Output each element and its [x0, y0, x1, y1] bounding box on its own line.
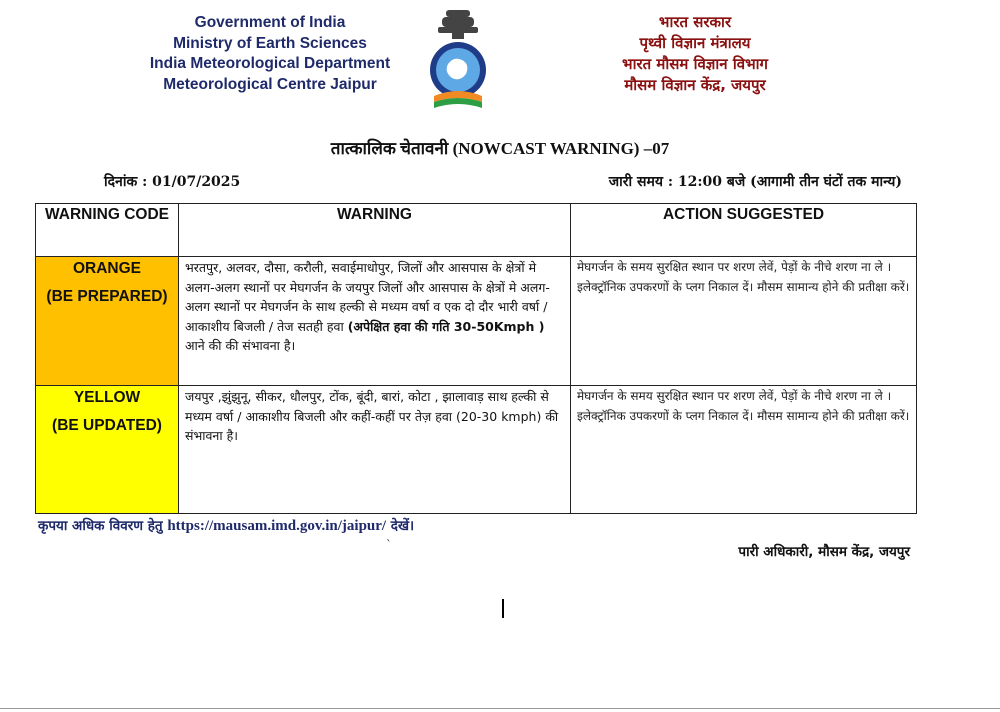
- imd-jaipur-link[interactable]: https://mausam.imd.gov.in/jaipur/: [167, 518, 387, 534]
- warning-code-orange: [36, 257, 179, 386]
- page-divider: [0, 708, 1000, 709]
- warning-text-main: भरतपुर, अलवर, दौसा, करौली, सवाईमाधोपुर, जिलों और आसपास के क्षेत्रों मे अलग-अलग स्थानों पर मेघगर्जन के जयपुर जिलों और आसपास के क्षेत्रों मे अलग-अलग स्थानों पर मेघगर्जन के साथ हल्की से मध्यम वर्षा व एक दो दौर भारी वर्षा /आकाशीय बिजली / तेज सतही हवा: [185, 260, 550, 334]
- header-en-line-1: Government of India: [194, 14, 346, 31]
- header-hi-line-1: भारत सरकार: [658, 13, 732, 31]
- warning-sub: (BE UPDATED): [52, 417, 162, 434]
- header-action-suggested: ACTION SUGGESTED: [571, 204, 917, 257]
- warning-text-tail: आने की की संभावना है।: [185, 338, 296, 353]
- warning-text: [179, 257, 571, 386]
- footer-suffix: देखें।: [386, 518, 415, 534]
- footer-prefix: कृपया अधिक विवरण हेतु: [38, 518, 168, 534]
- warning-code-yellow: [36, 386, 179, 514]
- imd-emblem-icon: [426, 8, 490, 112]
- header-hi-line-4: मौसम विज्ञान केंद्र, जयपुर: [624, 76, 766, 94]
- header-en-line-4: Meteorological Centre Jaipur: [163, 75, 377, 93]
- warning-level: ORANGE: [72, 260, 142, 277]
- header-warning: WARNING: [179, 204, 571, 257]
- issue-time: जारी समय : 12:00 बजे (आगामी तीन घंटों तक मान्य): [608, 174, 902, 190]
- table-row: [36, 386, 917, 514]
- action-text: मेघगर्जन के समय सुरक्षित स्थान पर शरण लेवें, पेड़ों के नीचे शरण ना ले । इलेक्ट्रॉनिक उपकरणों के प्लग निकाल दें। मौसम सामान्य होने की प्रतीक्षा करें।: [571, 386, 917, 514]
- action-text: मेघगर्जन के समय सुरक्षित स्थान पर शरण लेवें, पेड़ों के नीचे शरण ना ले । इलेक्ट्रॉनिक उपकरणों के प्लग निकाल दें। मौसम सामान्य होने की प्रतीक्षा करें।: [571, 257, 917, 386]
- stray-tick-mark: `: [386, 538, 392, 552]
- footer-note: [38, 516, 414, 535]
- shift-officer-signature: पारी अधिकारी, मौसम केंद्र, जयपुर: [738, 544, 910, 560]
- header-english: [100, 13, 440, 95]
- text-cursor: [502, 599, 504, 618]
- warning-level: YELLOW: [73, 389, 141, 406]
- header-hi-line-3: भारत मौसम विज्ञान विभाग: [622, 55, 768, 73]
- header-warning-code: WARNING CODE: [36, 204, 179, 257]
- header-en-line-3: India Meteorological Department: [149, 55, 391, 72]
- warning-text-bold: (अपेक्षित हवा की गति 30-50Kmph ): [347, 318, 545, 334]
- warning-text: [179, 386, 571, 514]
- header-hindi: [560, 12, 830, 96]
- table-row: [36, 257, 917, 386]
- header-hi-line-2: पृथ्वी विज्ञान मंत्रालय: [639, 34, 751, 52]
- warning-text-main: जयपुर ,झुंझुनू, सीकर, धौलपुर, टोंक, बूंदी, बारां, कोटा , झालावाड़ साथ हल्की से मध्यम वर्षा / आकाशीय बिजली और कहीं-कहीं पर तेज़ हवा (20-30 kmph) की संभावना है।: [185, 389, 559, 443]
- page-title: तात्कालिक चेतावनी (NOWCAST WARNING) –07: [330, 139, 670, 158]
- warning-sub: (BE PREPARED): [46, 288, 168, 305]
- warning-table: [35, 203, 917, 514]
- header-en-line-2: Ministry of Earth Sciences: [173, 34, 367, 52]
- issue-date: दिनांक : 01/07/2025: [104, 174, 241, 190]
